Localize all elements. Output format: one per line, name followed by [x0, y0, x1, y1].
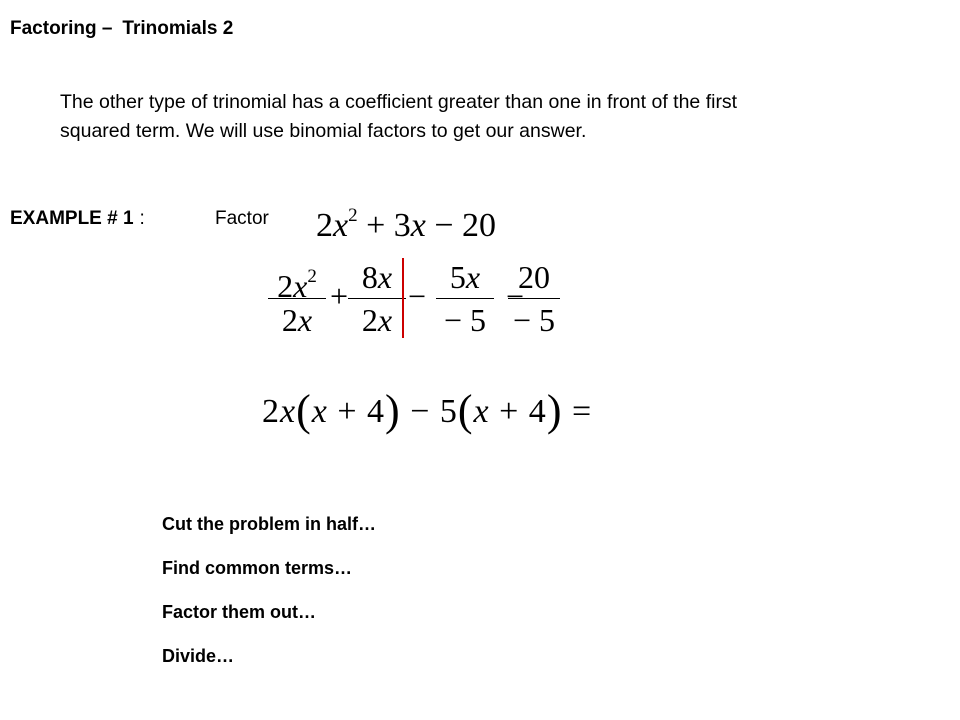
minus-sign-2: − [506, 278, 525, 314]
example-number: EXAMPLE # 1 [10, 208, 134, 229]
title-part1: Factoring – [10, 18, 113, 39]
steps-list [162, 514, 376, 690]
trinomial-expression: $2x^2 + 3x - 20$ [316, 205, 497, 244]
fraction-8x-over-2x: 8x 2x [348, 258, 406, 339]
factored-expression: 2x(x + 4) − 5(x + 4) = [262, 386, 593, 435]
fraction-5x-over-neg5: 5x − 5 [436, 258, 494, 339]
slide-title [10, 18, 233, 40]
step-3: Factor them out… [162, 602, 317, 622]
intro-line-1: The other type of trinomial has a coefficient greater than one in front of the first [60, 91, 738, 113]
step-4: Divide… [162, 646, 235, 666]
fraction-2x2-over-2x: $2x^2$ 2x [268, 258, 326, 339]
title-part2: Trinomials 2 [122, 18, 234, 39]
example-label [10, 208, 145, 230]
minus-sign-1: − [408, 278, 427, 314]
plus-sign: + [330, 278, 349, 314]
fraction-20-over-neg5: 20 − 5 [508, 258, 560, 339]
example-colon: : [139, 208, 145, 229]
intro-line-2: squared term. We will use binomial factors to get our answer. [60, 120, 587, 142]
intro-paragraph [60, 88, 737, 146]
step-2: Find common terms… [162, 558, 353, 578]
half-divider-line [402, 258, 404, 338]
factor-word: Factor [215, 208, 269, 229]
step-1: Cut the problem in half… [162, 514, 376, 534]
